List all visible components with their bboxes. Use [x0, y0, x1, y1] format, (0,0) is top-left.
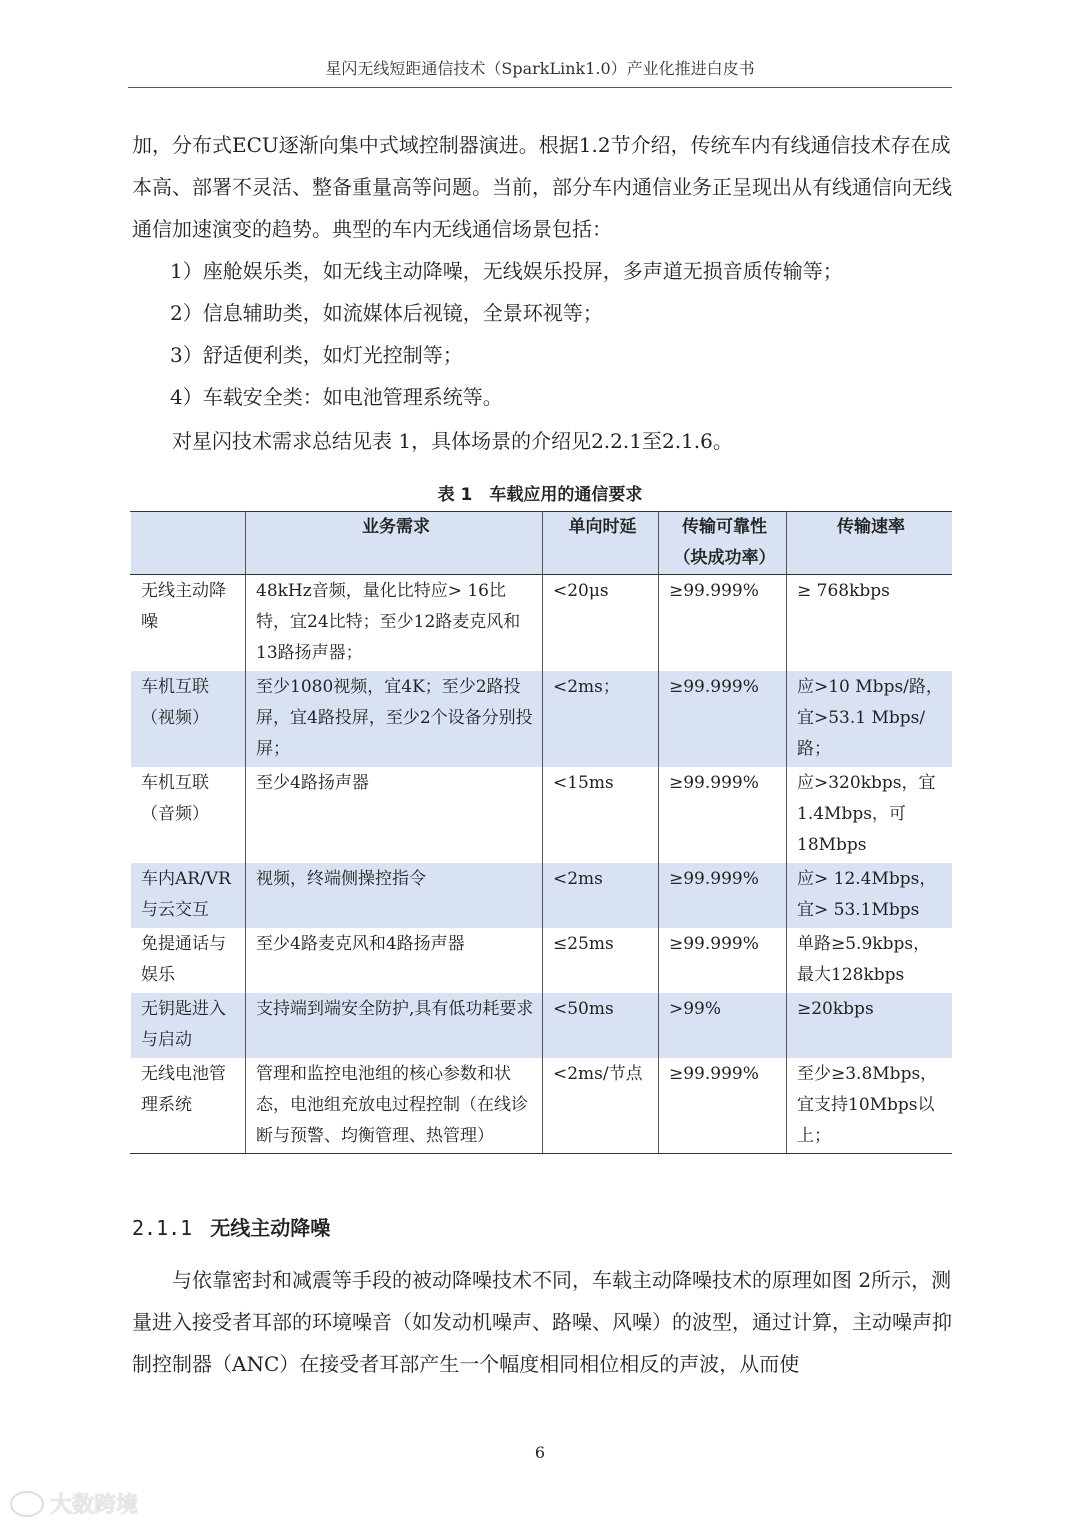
body-paragraph: 与依靠密封和减震等手段的被动降噪技术不同，车载主动降噪技术的原理如图 2所示，测量进入接受者耳部的环境噪音（如发动机噪声、路噪、风噪）的波型，通过计算，主动噪声抑制控制器（ANC）在接受者耳部产生一个幅度相同相位相反的声波，从而使: [132, 1268, 952, 1376]
table-row: [131, 671, 952, 767]
reliability-cell: >99%: [659, 993, 787, 1058]
reliability-cell: ≥99.999%: [659, 671, 787, 767]
reliability-cell: ≥99.999%: [659, 767, 787, 863]
table-row: [131, 575, 952, 671]
header-cell: 传输速率: [787, 512, 952, 575]
requirement-cell: 48kHz音频，量化比特应> 16比特，宜24比特；至少12路麦克风和13路扬声器；: [246, 575, 543, 671]
section-heading: [132, 1212, 330, 1241]
requirement-cell: 视频，终端侧操控指令: [246, 863, 543, 928]
requirement-cell: 管理和监控电池组的核心参数和状态，电池组充放电过程控制（在线诊断与预警、均衡管理、热管理）: [246, 1058, 543, 1154]
table-row: [131, 863, 952, 928]
latency-cell: <2ms: [543, 863, 659, 928]
scene-cell: 无线电池管理系统: [131, 1058, 246, 1154]
scene-cell: 无线主动降噪: [131, 575, 246, 671]
header-cell: 单向时延: [543, 512, 659, 575]
header-cell: 业务需求: [246, 512, 543, 575]
rate-cell: 应>10 Mbps/路，宜>53.1 Mbps/路；: [787, 671, 952, 767]
latency-cell: <2ms；: [543, 671, 659, 767]
table-row: [131, 767, 952, 863]
list-item: 4）车载安全类：如电池管理系统等。: [170, 385, 503, 409]
table-reference-paragraph: 对星闪技术需求总结见表 1，具体场景的介绍见2.2.1至2.1.6。: [172, 429, 733, 453]
section-number: 2.1.1: [132, 1216, 193, 1240]
header-cell: [131, 512, 246, 575]
rate-cell: 应>320kbps，宜1.4Mbps，可18Mbps: [797, 773, 936, 855]
header-cell: 传输可靠性（块成功率）: [659, 512, 787, 575]
latency-cell: <15ms: [543, 767, 659, 863]
reliability-cell: ≥99.999%: [659, 1058, 787, 1154]
table-caption: 表 1 车载应用的通信要求: [437, 485, 643, 505]
table-row: [131, 1058, 952, 1154]
scene-cell: 车内AR/VR与云交互: [131, 863, 246, 928]
header-rule: [128, 87, 952, 88]
scene-cell: 无钥匙进入与启动: [131, 993, 246, 1058]
running-header: 星闪无线短距通信技术（SparkLink1.0）产业化推进白皮书: [325, 59, 755, 78]
latency-cell: ≤25ms: [543, 928, 659, 993]
latency-cell: <20μs: [543, 575, 659, 671]
latency-cell: <2ms/节点: [543, 1058, 659, 1154]
page-number: 6: [534, 1443, 546, 1462]
section-title: 无线主动降噪: [210, 1216, 331, 1240]
latency-cell: <50ms: [543, 993, 659, 1058]
list-item: 3）舒适便利类，如灯光控制等；: [170, 343, 463, 367]
rate-cell: 单路≥5.9kbps，最大128kbps: [797, 934, 931, 985]
reliability-cell: ≥99.999%: [659, 863, 787, 928]
watermark-logo-icon: [10, 1491, 44, 1517]
table-header-row: [131, 512, 952, 575]
requirement-cell: 至少4路麦克风和4路扬声器: [246, 928, 543, 993]
list-item: 2）信息辅助类，如流媒体后视镜，全景环视等；: [170, 301, 603, 325]
requirement-cell: 支持端到端安全防护,具有低功耗要求: [246, 993, 543, 1058]
scene-cell: 车机互联（音频）: [131, 767, 246, 863]
rate-cell: 应> 12.4Mbps，宜> 53.1Mbps: [787, 863, 952, 928]
reliability-cell: ≥99.999%: [659, 575, 787, 671]
requirements-table: [130, 511, 952, 1154]
scene-cell: 车机互联（视频）: [131, 671, 246, 767]
table-row: [131, 928, 952, 993]
watermark-text: 大数跨境: [50, 1493, 139, 1518]
rate-cell: ≥ 768kbps: [797, 581, 890, 601]
intro-paragraph: 加，分布式ECU逐渐向集中式域控制器演进。根据1.2节介绍，传统车内有线通信技术存在成本高、部署不灵活、整备重量高等问题。当前，部分车内通信业务正呈现出从有线通信向无线通信加速演变的趋势。典型的车内无线通信场景包括：: [132, 133, 952, 241]
reliability-cell: ≥99.999%: [659, 928, 787, 993]
requirement-cell: 至少1080视频，宜4K；至少2路投屏，宜4路投屏，至少2个设备分别投屏；: [246, 671, 543, 767]
rate-cell: ≥20kbps: [787, 993, 952, 1058]
scenario-list: [170, 250, 950, 418]
rate-cell: 至少≥3.8Mbps，宜支持10Mbps以上；: [787, 1058, 952, 1154]
table-row: [131, 993, 952, 1058]
watermark: [10, 1488, 138, 1519]
requirement-cell: 至少4路扬声器: [246, 767, 543, 863]
scene-cell: 免提通话与娱乐: [131, 928, 246, 993]
list-item: 1）座舱娱乐类，如无线主动降噪，无线娱乐投屏，多声道无损音质传输等；: [170, 259, 843, 283]
